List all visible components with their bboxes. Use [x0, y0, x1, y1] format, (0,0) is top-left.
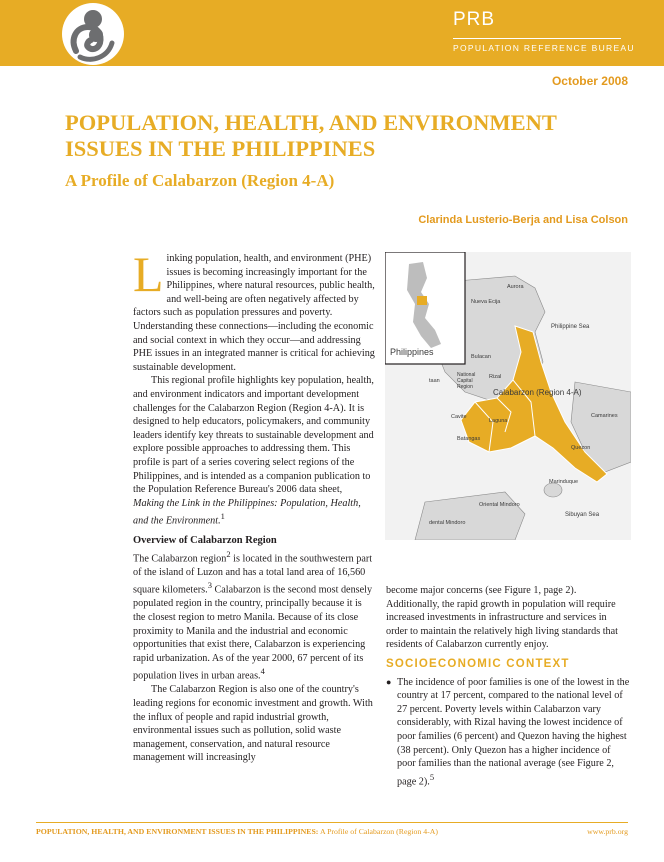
footer-title-main: POPULATION, HEALTH, AND ENVIRONMENT ISSUES IN THE PHILIPPINES: [36, 827, 319, 836]
publication-date: October 2008 [551, 74, 628, 88]
label-sibuyan-sea: Sibuyan Sea [565, 512, 600, 518]
overview-paragraph [133, 548, 375, 684]
footer-title [36, 827, 438, 836]
label-batangas: Batangas [457, 436, 481, 442]
header-rule [453, 38, 621, 39]
label-occidental-mindoro: dental Mindoro [429, 520, 466, 526]
paragraph-2-text: This regional profile highlights key population, health, and environment indicators and important development challenges for the Calabarzon Region (Region 4-A). It is designed to help educators, policymakers, and community leaders identify key threats to sustainable development and explore possible approaches to addressing them. This profile is part of a series covering select regions of the Philippines, and is intended as a companion publication to the Population Reference Bureau's 2006 data sheet, [133, 375, 374, 496]
label-rizal: Rizal [489, 374, 502, 380]
prb-logo-text: PRB [453, 9, 496, 30]
label-ncr: National Capital Region [457, 372, 476, 390]
authors: Clarinda Lusterio-Berja and Lisa Colson [418, 214, 628, 226]
socioeconomic-heading: SOCIOECONOMIC CONTEXT [386, 657, 570, 670]
intro-paragraph [133, 246, 375, 374]
paragraph-2 [133, 374, 375, 528]
label-laguna: Laguna [489, 418, 508, 424]
prb-logo-icon [62, 3, 124, 65]
drop-cap: L [133, 246, 164, 302]
footnote-ref: 3 [207, 580, 212, 591]
intro-text: inking population, health, and environment (PHE) issues is becoming increasingly important for the Philippines, where natural resources, public health, and well-being are often negatively affected by factors such as population pressures and poverty. Understanding these connections—including the economic and social context in which they occur—and addressing PHE issues in an integrated manner is critical for achieving sustainable development. [133, 253, 375, 373]
footnote-ref: 2 [226, 548, 231, 559]
bullet-item [386, 676, 630, 789]
label-bulacan: Bulacan [471, 354, 491, 360]
overview-text-b: is located in the southwestern part of the island of Luzon and has a total land area of 16,560 square kilometers. [133, 553, 373, 596]
org-name: POPULATION REFERENCE BUREAU [453, 43, 635, 53]
label-bataan: taan [429, 378, 440, 384]
footnote-ref: 1 [220, 511, 225, 522]
overview-heading: Overview of Calabarzon Region [133, 535, 277, 547]
label-nueva-ecija: Nueva Ecija [471, 299, 501, 305]
inset-region-marker [417, 296, 427, 305]
continued-paragraph: become major concerns (see Figure 1, page 2). Additionally, the rapid growth in population will require increased investments in infrastructure and services in order to maintain the relatively high living standards that residents of Calabarzon currently enjoy. [386, 585, 618, 651]
overview-text-a: The Calabarzon region [133, 553, 227, 565]
document-subtitle: A Profile of Calabarzon (Region 4-A) [65, 171, 335, 190]
body-column-left [133, 246, 375, 765]
inset-label: Philippines [390, 347, 434, 357]
label-cavite: Cavite [451, 414, 467, 420]
footer-url: www.prb.org [587, 827, 628, 836]
footer-title-sub: A Profile of Calabarzon (Region 4-A) [318, 827, 438, 836]
label-marinduque: Marinduque [549, 479, 579, 485]
document-title: POPULATION, HEALTH, AND ENVIRONMENT ISSUES IN THE PHILIPPINES [65, 110, 557, 161]
body-column-right [386, 584, 630, 789]
marinduque-island [544, 483, 562, 497]
label-region: Calabarzon (Region 4-A) [493, 388, 582, 397]
data-sheet-title: Making the Link in the Philippines: Population, Health, and the Environment. [133, 497, 361, 527]
overview-text-c: Calabarzon is the second most densely populated region in the country, principally because it is the closest region to metro Manila. Because of its close proximity to Manila and the industrial and economic opportunities that exist there, Calabarzon is experiencing rapid urbanization. As of the year 2000, 67 percent of its population lives in urban areas. [133, 584, 373, 682]
label-quezon: Quezon [571, 445, 591, 451]
footnote-ref: 4 [260, 666, 265, 677]
label-camarines: Camarines [591, 413, 618, 419]
footnote-ref: 5 [429, 771, 435, 782]
calabarzon-map [385, 252, 631, 540]
label-oriental-mindoro: Oriental Mindoro [479, 502, 520, 508]
paragraph-4: The Calabarzon Region is also one of the country's leading regions for economic investment and growth. With the influx of people and rapid industrial growth, environmental issues such as pollution, solid waste management, conservation, and natural resource management will increasingly [133, 684, 373, 764]
label-aurora: Aurora [507, 284, 524, 290]
bullet-text: The incidence of poor families is one of the lowest in the country at 17 percent, compared to the national level of 27 percent. Poverty levels within Calabarzon vary considerably, with Rizal having the lowest incidence of poor families (6 percent) and Quezon having the highest (38 percent). Only Quezon has a higher incidence of poor families than the national average (see Figure 2, page 2). [397, 676, 630, 788]
footer-rule [36, 822, 628, 823]
label-philippine-sea: Philippine Sea [551, 324, 590, 330]
bullet-icon: ● [386, 676, 392, 687]
